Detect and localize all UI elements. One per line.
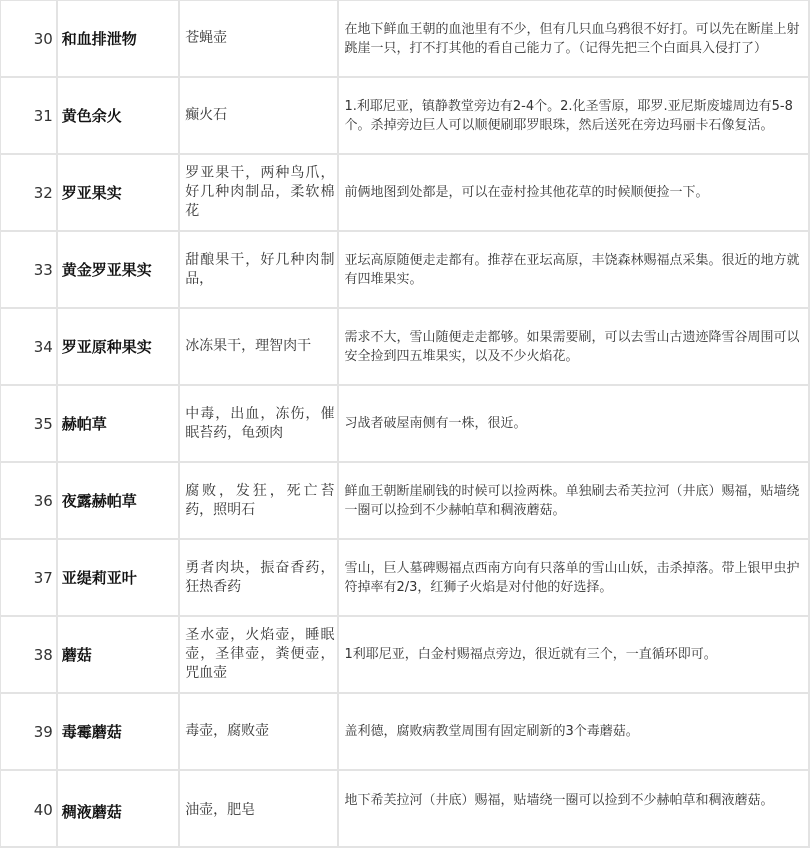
material-name: 黄金罗亚果实 bbox=[57, 231, 179, 308]
crafted-items: 毒壶，腐败壶 bbox=[179, 693, 338, 770]
row-number: 34 bbox=[0, 308, 57, 385]
table-row bbox=[0, 154, 809, 231]
location-note: 鲜血王朝断崖刷钱的时候可以捡两株。单独刷去希芙拉河（井底）赐福，贴墙绕一圈可以捡到不少赫帕草和稠液蘑菇。 bbox=[338, 462, 809, 539]
crafted-items: 冰冻果干，理智肉干 bbox=[179, 308, 338, 385]
crafted-items: 癫火石 bbox=[179, 77, 338, 154]
table-row bbox=[0, 462, 809, 539]
row-number: 36 bbox=[0, 462, 57, 539]
material-name: 罗亚果实 bbox=[57, 154, 179, 231]
table-row bbox=[0, 539, 809, 616]
location-note: 1.利耶尼亚，镇静教堂旁边有2-4个。2.化圣雪原，耶罗.亚尼斯废墟周边有5-8个。杀掉旁边巨人可以顺便刷耶罗眼珠，然后送死在旁边玛丽卡石像复活。 bbox=[338, 77, 809, 154]
crafted-items: 腐败，发狂，死亡苔药，照明石 bbox=[179, 462, 338, 539]
row-number: 31 bbox=[0, 77, 57, 154]
table-row bbox=[0, 693, 809, 770]
table-row bbox=[0, 770, 809, 847]
material-name: 罗亚原种果实 bbox=[57, 308, 179, 385]
table-row bbox=[0, 616, 809, 693]
crafted-items: 勇者肉块，振奋香药，狂热香药 bbox=[179, 539, 338, 616]
crafted-items: 甜酿果干，好几种肉制品， bbox=[179, 231, 338, 308]
crafted-items: 圣水壶，火焰壶，睡眠壶，圣律壶，粪便壶，咒血壶 bbox=[179, 616, 338, 693]
row-number: 35 bbox=[0, 385, 57, 462]
crafted-items: 罗亚果干，两种鸟爪，好几种肉制品，柔软棉花 bbox=[179, 154, 338, 231]
location-note: 前俩地图到处都是，可以在壶村捡其他花草的时候顺便捡一下。 bbox=[338, 154, 809, 231]
material-name: 亚缇莉亚叶 bbox=[57, 539, 179, 616]
crafted-items: 苍蝇壶 bbox=[179, 0, 338, 77]
table-row bbox=[0, 385, 809, 462]
crafted-items: 中毒，出血，冻伤，催眠苔药，龟颈肉 bbox=[179, 385, 338, 462]
row-number: 40 bbox=[0, 770, 57, 847]
row-number: 33 bbox=[0, 231, 57, 308]
row-number: 32 bbox=[0, 154, 57, 231]
table-row bbox=[0, 77, 809, 154]
row-number: 37 bbox=[0, 539, 57, 616]
material-name: 蘑菇 bbox=[57, 616, 179, 693]
location-note: 在地下鲜血王朝的血池里有不少，但有几只血乌鸦很不好打。可以先在断崖上射跳崖一只，打不打其他的看自己能力了。（记得先把三个白面具入侵打了） bbox=[338, 0, 809, 77]
location-note: 雪山，巨人墓碑赐福点西南方向有只落单的雪山山妖，击杀掉落。带上银甲虫护符掉率有2/3，红狮子火焰是对付他的好选择。 bbox=[338, 539, 809, 616]
location-note: 地下希芙拉河（井底）赐福，贴墙绕一圈可以捡到不少赫帕草和稠液蘑菇。 bbox=[338, 770, 809, 847]
table-row bbox=[0, 0, 809, 77]
material-name: 和血排泄物 bbox=[57, 0, 179, 77]
location-note: 1利耶尼亚，白金村赐福点旁边，很近就有三个，一直循环即可。 bbox=[338, 616, 809, 693]
location-note: 盖利德，腐败病教堂周围有固定刷新的3个毒蘑菇。 bbox=[338, 693, 809, 770]
material-name: 毒霉蘑菇 bbox=[57, 693, 179, 770]
material-name: 赫帕草 bbox=[57, 385, 179, 462]
location-note: 需求不大，雪山随便走走都够。如果需要刷，可以去雪山古遗迹降雪谷周围可以安全捡到四五堆果实，以及不少火焰花。 bbox=[338, 308, 809, 385]
location-note: 亚坛高原随便走走都有。推荐在亚坛高原，丰饶森林赐福点采集。很近的地方就有四堆果实。 bbox=[338, 231, 809, 308]
material-name: 稠液蘑菇 bbox=[57, 770, 179, 847]
row-number: 39 bbox=[0, 693, 57, 770]
row-number: 38 bbox=[0, 616, 57, 693]
material-name: 夜露赫帕草 bbox=[57, 462, 179, 539]
material-name: 黄色余火 bbox=[57, 77, 179, 154]
table-row bbox=[0, 231, 809, 308]
row-number: 30 bbox=[0, 0, 57, 77]
location-note: 习战者破屋南侧有一株，很近。 bbox=[338, 385, 809, 462]
table-row bbox=[0, 308, 809, 385]
crafted-items: 油壶，肥皂 bbox=[179, 770, 338, 847]
